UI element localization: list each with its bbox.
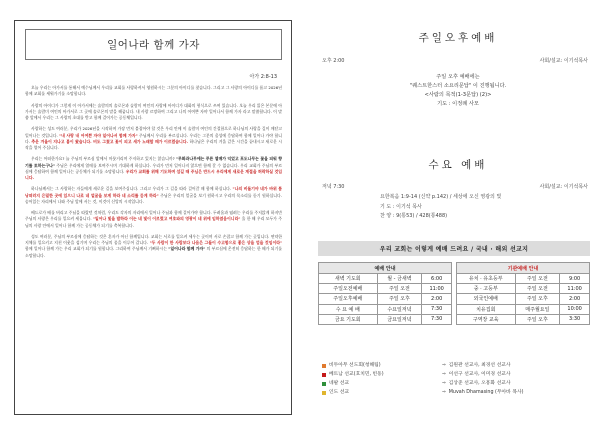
square-bullet-icon xyxy=(322,373,326,377)
square-bullet-icon xyxy=(322,382,326,386)
worship-schedule-table xyxy=(318,262,452,325)
sermon-text: 오늘 우리는 아가서를 통해서 예수님께서 우리를 교회를 사랑하셔서 영원하시는 그분의 아이디를 찾습니다. 그리고 그 사랑의 아이디를 품고 2026년 함께 교회를 세워가기를 소망합니다. xyxy=(25,85,282,97)
sermon-paragraph xyxy=(25,210,282,229)
sermon-text: 의 부르심에 온전히 응답하는 한 해가 되기를 소망합니다. xyxy=(25,246,282,258)
wed-service-title: 수요 예배 xyxy=(428,159,488,171)
wed-line: 찬 양 : 9(통53) / 428(통488) xyxy=(380,213,448,219)
worship-cell: 주일오후예배 xyxy=(319,294,378,304)
sermon-highlight: "내 사랑 내 어여쁜 자야 일어나서 함께 가자" xyxy=(59,132,138,138)
missionary-name: 김상준 선교사, 오흥화 선교사 xyxy=(448,381,511,387)
sermon-highlight: 추운 겨울이 지나고 봄이 왔습니다. 비도 그쳤고 꽃이 피고 새가 노래할 때가 이르렀습니다. xyxy=(31,138,189,144)
sermon-paragraph xyxy=(25,126,282,151)
sermon-reference: 아가 2:8-13 xyxy=(249,74,277,80)
sermon-text: 주님께서 우리를 부르십니다. 우리는 그분의 음성에 응답하여 함께 일어나 가야 합니다. xyxy=(25,132,282,144)
wed-line: 요한복음 1:9-14 (신약 p.142) / 세상에 오신 영광의 빛 xyxy=(380,194,502,200)
org-cell: 주일 오전 xyxy=(515,274,560,284)
missionary-row xyxy=(322,379,594,388)
sermon-paragraph xyxy=(25,234,282,259)
sermon-highlight: "두 사람이 한 사람보다 나음은 그들이 수고함으로 좋은 상을 얻을 것임이라" xyxy=(149,240,282,245)
worship-cell: 금요일저녁 xyxy=(377,314,422,324)
worship-row xyxy=(319,294,452,304)
sermon-paragraph xyxy=(25,156,282,181)
mission-field xyxy=(322,388,442,397)
worship-cell: 금요 기도회 xyxy=(319,314,378,324)
sermon-body xyxy=(25,85,282,410)
sermon-panel xyxy=(14,20,292,415)
missionary-name: 김원관 선교사, 최경선 선교사 xyxy=(448,363,511,368)
missionary-names xyxy=(442,361,594,370)
org-cell: 주일 오후 xyxy=(515,294,560,304)
sermon-title-box xyxy=(25,29,282,60)
pm-service-message xyxy=(322,73,594,109)
square-bullet-icon xyxy=(322,364,326,368)
org-table-header: 기관예배 안내 xyxy=(457,263,590,274)
sermon-highlight: "무화과나무에는 푸른 열매가 익었고 포도나무는 꽃을 피워 향기를 토하는구나" xyxy=(25,156,282,168)
pm-line: 주일 오후 예배에는 xyxy=(436,74,480,80)
wed-service-details xyxy=(380,193,501,222)
sermon-highlight: "일어나라 함께 가자" xyxy=(168,246,206,252)
arrow-right-icon: ⇒ xyxy=(442,381,446,387)
sermon-paragraph xyxy=(25,103,282,122)
org-row xyxy=(457,304,590,314)
worship-cell: 주일 오전 xyxy=(377,284,422,294)
pm-line: 기도 : 이정례 사모 xyxy=(437,101,479,107)
worship-cell: 6:00 xyxy=(422,274,452,284)
worship-cell: 주일 오후 xyxy=(377,294,422,304)
mission-field xyxy=(322,379,442,388)
mission-field-name: 비두아무 선도회(청해팀) xyxy=(329,363,381,368)
pm-line: "퀘스트한스터 소요리문답" 이 진행됩니다. xyxy=(409,83,507,89)
org-schedule-table xyxy=(456,262,590,325)
org-row xyxy=(457,294,590,304)
sermon-text: 함께 일어나 함께 가는 우리 교회가 되기를 원합니다. 그리하여 주님께서 기뻐하시는 xyxy=(25,246,169,252)
worship-row xyxy=(319,314,452,324)
sermon-text: 사랑하는 성도 여러분, 우리가 2026년을 시작하며 가장 먼저 붙잡아야 할 것은 우리 안에 이 술람미 여인의 간절함으로 하나님의 사랑을 깊이 깨닫고 일어나는 것입니다. xyxy=(25,126,282,138)
org-cell: 9:00 xyxy=(560,274,590,284)
missionary-list xyxy=(322,361,594,397)
mission-field-name: 인도 선교 xyxy=(329,390,350,396)
sermon-title: 일어나라 함께 가자 xyxy=(107,39,200,51)
org-row xyxy=(457,284,590,294)
missionary-names xyxy=(442,370,594,379)
worship-cell: 월 - 금새벽 xyxy=(377,274,422,284)
org-row xyxy=(457,314,590,324)
mission-field-name: 네팔 선교 xyxy=(329,381,350,387)
missionary-names xyxy=(442,388,594,397)
sermon-paragraph xyxy=(25,85,282,98)
org-cell: 치유집회 xyxy=(457,304,516,314)
org-cell: 외국인예배 xyxy=(457,294,516,304)
schedule-banner: 우리 교회는 이렇게 예배 드려요 / 국내 · 해외 선교지 xyxy=(318,241,590,256)
worship-cell: 11:00 xyxy=(422,284,452,294)
org-row xyxy=(457,274,590,284)
missionary-name: Muvah Dhamasing (무아바 목사) xyxy=(448,390,524,396)
arrow-right-icon: ⇒ xyxy=(442,372,446,378)
org-cell: 구역장 교육 xyxy=(457,314,516,324)
sermon-text: 하나님은 우리의 겨울 같은 시간을 끝내시고 새로운 시작을 열어 주십니다. xyxy=(25,138,282,150)
mission-field-name: 베트남 선교(호치민, 빈동) xyxy=(329,372,384,378)
square-bullet-icon xyxy=(322,391,326,395)
org-cell: 유치 · 유초등부 xyxy=(457,274,516,284)
mission-field xyxy=(322,361,442,370)
pm-service-time: 오후 2:00 xyxy=(322,58,345,64)
wed-service-time: 저녁 7:30 xyxy=(322,184,345,190)
worship-cell: 7:30 xyxy=(422,304,452,314)
org-cell: 2:00 xyxy=(560,294,590,304)
missionary-row xyxy=(322,361,594,370)
org-cell: 주일 오후 xyxy=(515,314,560,324)
worship-cell: 새벽 기도회 xyxy=(319,274,378,284)
pm-service-title: 주일오후예배 xyxy=(418,32,498,44)
worship-row xyxy=(319,304,452,314)
org-cell: 매주월요일 xyxy=(515,304,560,314)
arrow-right-icon: ⇒ xyxy=(442,363,446,368)
worship-table-header: 예배 안내 xyxy=(319,263,452,274)
worship-cell: 주일오전예배 xyxy=(319,284,378,294)
sermon-highlight: "나의 비둘기야 네가 바위 틈 낭떠러지 은밀한 곳에 있으니 나로 네 얼굴을 보게 하라 네 소리를 듣게 하라" xyxy=(25,186,282,198)
pm-line: <사람의 목적(1-3문답) (2)> xyxy=(424,92,492,98)
wed-line: 기 도 : 이기석 목사 xyxy=(380,203,422,210)
missionary-name: 이선구 선교사, 이미경 선교사 xyxy=(448,372,511,378)
arrow-right-icon: ⇒ xyxy=(442,390,446,396)
worship-cell: 2:00 xyxy=(422,294,452,304)
worship-cell: 수 요 예 배 xyxy=(319,304,378,314)
org-cell: 10:00 xyxy=(560,304,590,314)
worship-row xyxy=(319,274,452,284)
pm-service-leader: 사회/설교: 이기석목사 xyxy=(539,58,588,64)
missionary-row xyxy=(322,370,594,379)
worship-cell: 7:30 xyxy=(422,314,452,324)
org-cell: 주일 오전 xyxy=(515,284,560,294)
sermon-text: 우리는 어떠한가요? 늘 주님의 부르심 앞에서 머뭇거리며 주저하고 있지는 않습니까? xyxy=(31,156,177,162)
org-cell: 중 · 고등부 xyxy=(457,284,516,294)
org-cell: 3:30 xyxy=(560,314,590,324)
sermon-text: 올 한 해 우리 모두가 주님의 사랑 안에서 일어나 함께 가는 공동체가 되기를 축복합니다. xyxy=(25,216,282,228)
org-cell: 11:00 xyxy=(560,284,590,294)
sermon-text: 베드로가 배를 버리고 주님을 따랐던 것처럼, 우리도 각자의 자리에서 일어나 주님과 함께 걸어가야 합니다. 두려움과 염려는 우리를 주저앉게 하지만 주님의 사랑은 우리를 일으켜 세웁니다. xyxy=(25,210,282,222)
sermon-text: 성도 여러분, 주님의 부르심에 응답하는 것은 혼자가 아닌 함께입니다. 교회는 서로를 일으켜 세우는 곳이며 서로 손잡고 함께 가는 곳입니다. 연약한 지체를 일으키고 지친 이웃을 섬기며 우리는 주님의 몸을 이루어 갑니다. xyxy=(25,233,282,245)
wed-service-leader: 사회/설교: 이기석목사 xyxy=(539,184,588,190)
sermon-text: 사랑의 아이디가 그렇게 이 아가서에는 술람의의 솔로몬과 술람미 여인의 사랑에 아이디가 대화의 형식으로 쓰여 있습니다. 오늘 우리 읽은 본문에 아가서는 술람미 여인의 아가서로 그 곳에 솔로몬의 말을 해줍니다. 내 사랑 르망하여 그리고 나의 어여쁜 자야 일어나서 함께 가자 라고 말씀합니다. 이 말씀 앞에서 우리는 그 사랑의 초대를 받고 함께 걸어가는 공동체입니다. xyxy=(25,102,282,120)
mission-field xyxy=(322,370,442,379)
missionary-names xyxy=(442,379,594,388)
sermon-text: 주님은 우리에게 열매를 보여주시며 기대하게 하십니다. 우리가 먼저 일어나지 않으면 함께 갈 수 없습니다. 우리 교회가 주님의 부르심에 응답하여 함께 일어나는 공동체가 되기를 소망합니다. xyxy=(25,162,282,174)
worship-cell: 수요일저녁 xyxy=(377,304,422,314)
missionary-row xyxy=(322,388,594,397)
sermon-text: 주님은 우리의 얼굴을 보기 원하시고 우리의 목소리를 듣기 원하십니다. 숨어있는 자리에서 나와 주님 앞에 서는 것, 이것이 신앙의 시작입니다. xyxy=(25,192,282,204)
sermon-highlight: "일어나 빛을 발하라 이는 네 빛이 이르렀고 여호와의 영광이 네 위에 임하였음이니라" xyxy=(92,216,241,222)
sermon-highlight: 우리가 교회를 위해 기도하며 섬길 때 주님은 반드시 우리에게 새로운 계절을 허락하실 것입니다. xyxy=(25,168,282,180)
sermon-text: 하나님께서는 그 사랑하는 자들에게 새로운 길을 보여주십니다. 그리고 우리가 그 길을 따라 걸어갈 때 함께 하십니다. xyxy=(31,186,233,192)
worship-row xyxy=(319,284,452,294)
sermon-paragraph xyxy=(25,186,282,205)
